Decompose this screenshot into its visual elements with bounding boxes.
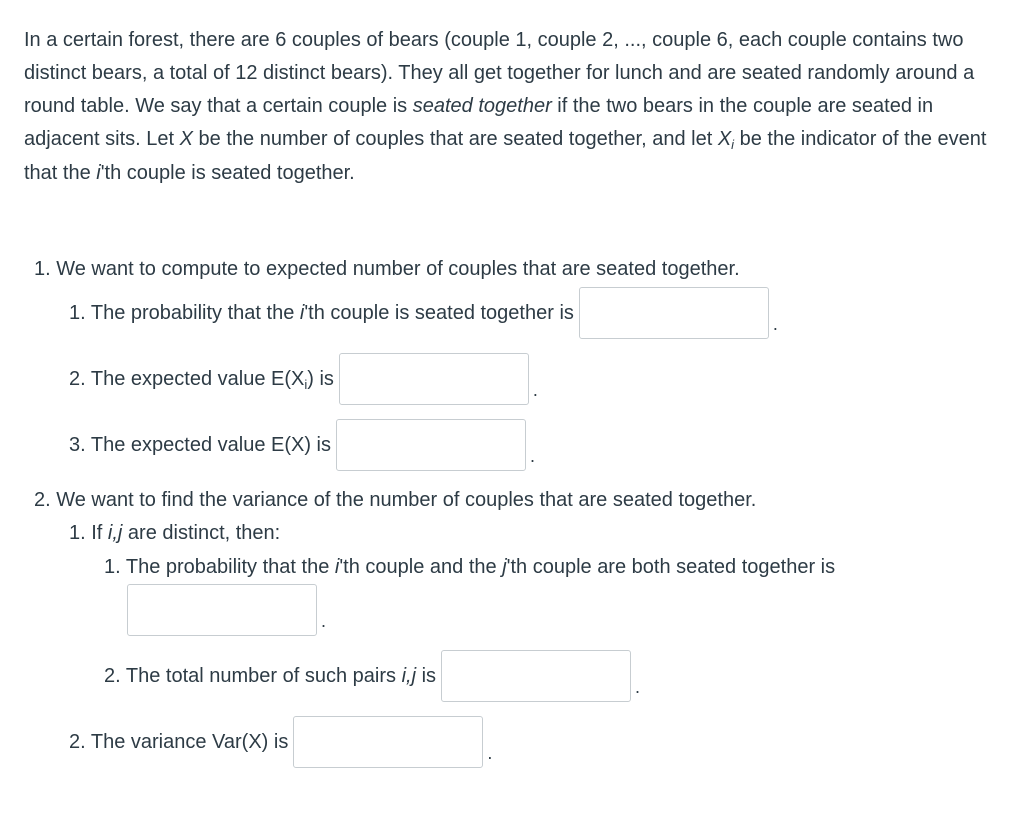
question-1-label: 1. We want to compute to expected number of couples that are seated together. xyxy=(34,258,740,280)
answer-prob-couple-input[interactable] xyxy=(579,287,769,339)
var-xi: X xyxy=(717,128,732,150)
intro-text-3: be the number of couples that are seated together, and let xyxy=(193,128,718,150)
term-seated-together: seated together xyxy=(412,95,552,117)
question-2-1-label: 1. If i,j are distinct, then: xyxy=(69,522,281,544)
question-2-label: 2. We want to find the variance of the number of couples that are seated together. xyxy=(34,489,757,511)
var-x: X xyxy=(179,128,193,150)
question-2-1-2-text: 2. The total number of such pairs i,j is xyxy=(104,664,437,687)
period: . xyxy=(772,313,778,334)
period: . xyxy=(321,610,327,631)
intro-text-4: be the indicator of the event that the xyxy=(24,128,987,184)
intro-text-1: In a certain forest, there are 6 couples of bears (couple 1, couple 2, ..., couple 6, each couple contains two distinct bears, a total of 12 distinct bears). They all get together for lunch and are seated randomly around a round table. We say that a certain couple is xyxy=(24,29,975,117)
answer-variance-input[interactable] xyxy=(293,716,483,768)
period: . xyxy=(530,445,536,466)
question-2-2 xyxy=(69,716,492,768)
answer-prob-both-couples-input[interactable] xyxy=(127,584,317,636)
intro-text-2: if the two bears in the couple are seated in adjacent sits. Let xyxy=(24,95,934,150)
question-2-1-2 xyxy=(104,650,640,702)
question-1-2-text: 2. The expected value $E(X_i)$ is xyxy=(69,367,334,392)
question-2-1-1-answer-row xyxy=(122,584,326,636)
question-2-1-1-text: 1. The probability that the i'th couple and the j'th couple are both seated together is xyxy=(104,556,836,578)
question-1-2 xyxy=(69,353,538,405)
answer-number-of-pairs-input[interactable] xyxy=(441,650,631,702)
intro-text-5: 'th couple is seated together. xyxy=(100,162,355,184)
var-xi-subscript: i xyxy=(731,137,735,152)
period: . xyxy=(487,742,493,763)
question-1-3 xyxy=(69,419,535,471)
answer-expected-xi-input[interactable] xyxy=(339,353,529,405)
question-2-2-text: 2. The variance Var(X) is xyxy=(69,730,289,753)
question-1-3-text: 3. The expected value E(X) is xyxy=(69,433,331,456)
question-1-1 xyxy=(69,287,778,339)
answer-expected-x-input[interactable] xyxy=(336,419,526,471)
period: . xyxy=(635,676,641,697)
var-i: i xyxy=(96,162,101,184)
period: . xyxy=(532,379,538,400)
problem-statement xyxy=(24,24,1014,190)
question-1-1-text: 1. The probability that the i'th couple is seated together is xyxy=(69,301,574,324)
